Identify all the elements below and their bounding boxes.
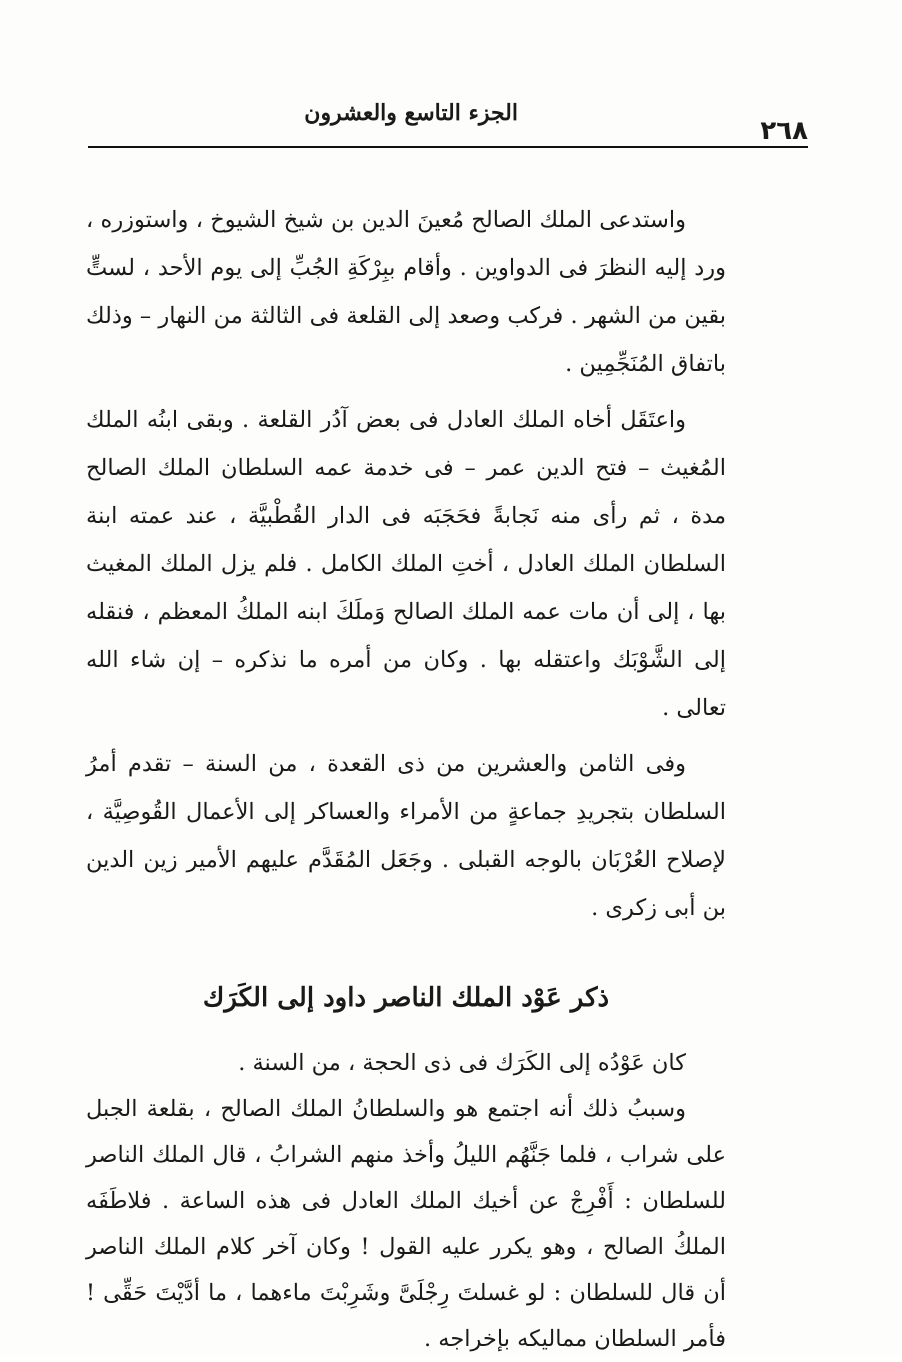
header-rule [88, 146, 808, 148]
page-header [88, 96, 808, 148]
paragraph: كان عَوْدُه إلى الكَرَك فى ذى الحجة ، من السنة . [238, 1050, 686, 1076]
page-number: ٢٦٨ [760, 116, 808, 146]
paragraph: واعتَقَل أخاه الملك العادل فى بعض آدُر القلعة . وبقى ابنُه الملك المُغيث – فتح الدين عمر – فى خدمة عمه السلطان الملك الصالح مدة ، ثم رأى منه نَجابةً فحَجَبَه فى الدار القُطْبيَّة ، عند عمته ابنة السلطان الملك العادل ، أختِ الملك الكامل . فلم يزل الملك المغيث بها ، إلى أن مات عمه الملك الصالح وَملَكَ ابنه الملكُ المعظم ، فنقله إلى الشَّوْبَك واعتقله بها . وكان من أمره ما نذكره – إن شاء الله تعالى . [86, 407, 726, 721]
paragraph: وفى الثامن والعشرين من ذى القعدة ، من السنة – تقدم أمرُ السلطان بتجريدِ جماعةٍ من الأمراء والعساكر إلى الأعمال القُوصِيَّة ، لإصلاح العُرْبَان بالوجه القبلى . وجَعَل المُقَدَّم عليهم الأمير زين الدين بن أبى زكرى . [86, 751, 726, 921]
running-title: الجزء التاسع والعشرون [304, 100, 518, 126]
paragraph: وسببُ ذلك أنه اجتمع هو والسلطانُ الملك الصالح ، بقلعة الجبل على شراب ، فلما جَنَّهُم الليلُ وأخذ منهم الشرابُ ، قال الملك الناصر للسلطان : أَفْرِجْ عن أخيك الملك العادل فى هذه الساعة . فلاطَفَه الملكُ الصالح ، وهو يكرر عليه القول ! وكان آخر كلام الملك الناصر أن قال للسلطان : لو غسلتَ رِجْلَىَّ وشَرِبْتَ ماءهما ، ما أدَّيْتَ حَقِّى ! فأمر السلطان مماليكه بإخراجه . [86, 1096, 726, 1352]
section-title: ذكر عَوْد الملك الناصر داود إلى الكَرَك [202, 983, 610, 1013]
page-body [86, 196, 726, 1362]
paragraph: واستدعى الملك الصالح مُعينَ الدين بن شيخ الشيوخ ، واستوزره ، ورد إليه النظرَ فى الدواوين . وأقام ببِرْكَةِ الجُبِّ إلى يوم الأحد ، لستٍّ بقين من الشهر . فركب وصعد إلى القلعة فى الثالثة من النهار – وذلك باتفاق المُنَجِّمِين . [86, 207, 726, 377]
